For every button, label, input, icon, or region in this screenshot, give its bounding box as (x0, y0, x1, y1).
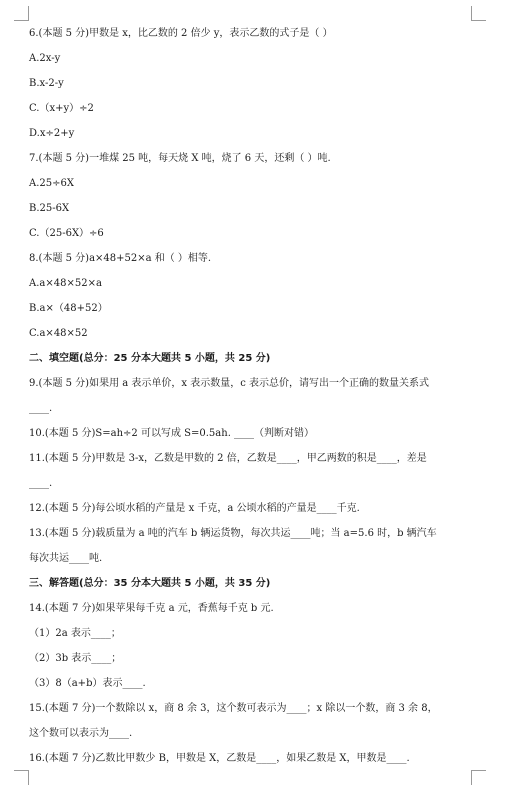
question-9-blank: ____. (29, 403, 53, 414)
question-12: 12.(本题 5 分)每公顷水稻的产量是 x 千克，a 公顷水稻的产量是____千克. (29, 503, 360, 514)
option-7b: B.25-6X (29, 203, 70, 214)
option-6d: D.x÷2+y (29, 128, 75, 139)
option-8c: C.a×48×52 (29, 328, 88, 339)
section-heading-fill-in: 二、填空题(总分：25 分本大题共 5 小题，共 25 分) (29, 353, 271, 364)
question-14: 14.(本题 7 分)如果苹果每千克 a 元，香蕉每千克 b 元. (29, 603, 274, 614)
question-10: 10.(本题 5 分)S=ah÷2 可以写成 S=0.5ah. ____（判断对错） (29, 428, 315, 439)
question-15: 15.(本题 7 分)一个数除以 x，商 8 余 3，这个数可表示为____；x 除以一个数，商 3 余 8， (29, 703, 438, 714)
question-13-continued: 每次共运____吨. (29, 553, 103, 564)
question-7: 7.(本题 5 分)一堆煤 25 吨，每天烧 X 吨，烧了 6 天，还剩（ ）吨. (29, 153, 331, 164)
question-8: 8.(本题 5 分)a×48+52×a 和（ ）相等. (29, 253, 212, 264)
crop-mark-bottom-right (471, 770, 486, 785)
option-8a: A.a×48×52×a (29, 278, 102, 289)
question-6: 6.(本题 5 分)甲数是 x，比乙数的 2 倍少 y，表示乙数的式子是（ ） (29, 28, 333, 39)
question-15-continued: 这个数可以表示为____. (29, 728, 133, 739)
option-8b: B.a×（48+52） (29, 303, 108, 314)
question-16: 16.(本题 7 分)乙数比甲数少 B，甲数是 X，乙数是____，如果乙数是 X，甲数是____. (29, 753, 410, 764)
question-14-part-2: （2）3b 表示____； (29, 653, 122, 664)
option-6b: B.x-2-y (29, 78, 64, 89)
crop-mark-top-right (471, 6, 486, 21)
option-6a: A.2x-y (29, 53, 61, 64)
option-7c: C.（25-6X）÷6 (29, 228, 104, 239)
option-6c: C.（x+y）÷2 (29, 103, 94, 114)
crop-mark-bottom-left (14, 770, 29, 785)
question-13: 13.(本题 5 分)载质量为 a 吨的汽车 b 辆运货物，每次共运____吨；当 a=5.6 时，b 辆汽车 (29, 528, 437, 539)
section-heading-answers: 三、解答题(总分：35 分本大题共 5 小题，共 35 分) (29, 578, 271, 589)
option-7a: A.25÷6X (29, 178, 74, 189)
question-11-blank: ____. (29, 478, 53, 489)
question-9: 9.(本题 5 分)如果用 a 表示单价，x 表示数量，c 表示总价，请写出一个正确的数量关系式 (29, 378, 429, 389)
question-14-part-3: （3）8（a+b）表示____. (29, 678, 146, 689)
question-11: 11.(本题 5 分)甲数是 3-x，乙数是甲数的 2 倍，乙数是____，甲乙两数的积是____，差是 (29, 453, 427, 464)
question-14-part-1: （1）2a 表示____； (29, 628, 121, 639)
crop-mark-top-left (14, 6, 29, 21)
